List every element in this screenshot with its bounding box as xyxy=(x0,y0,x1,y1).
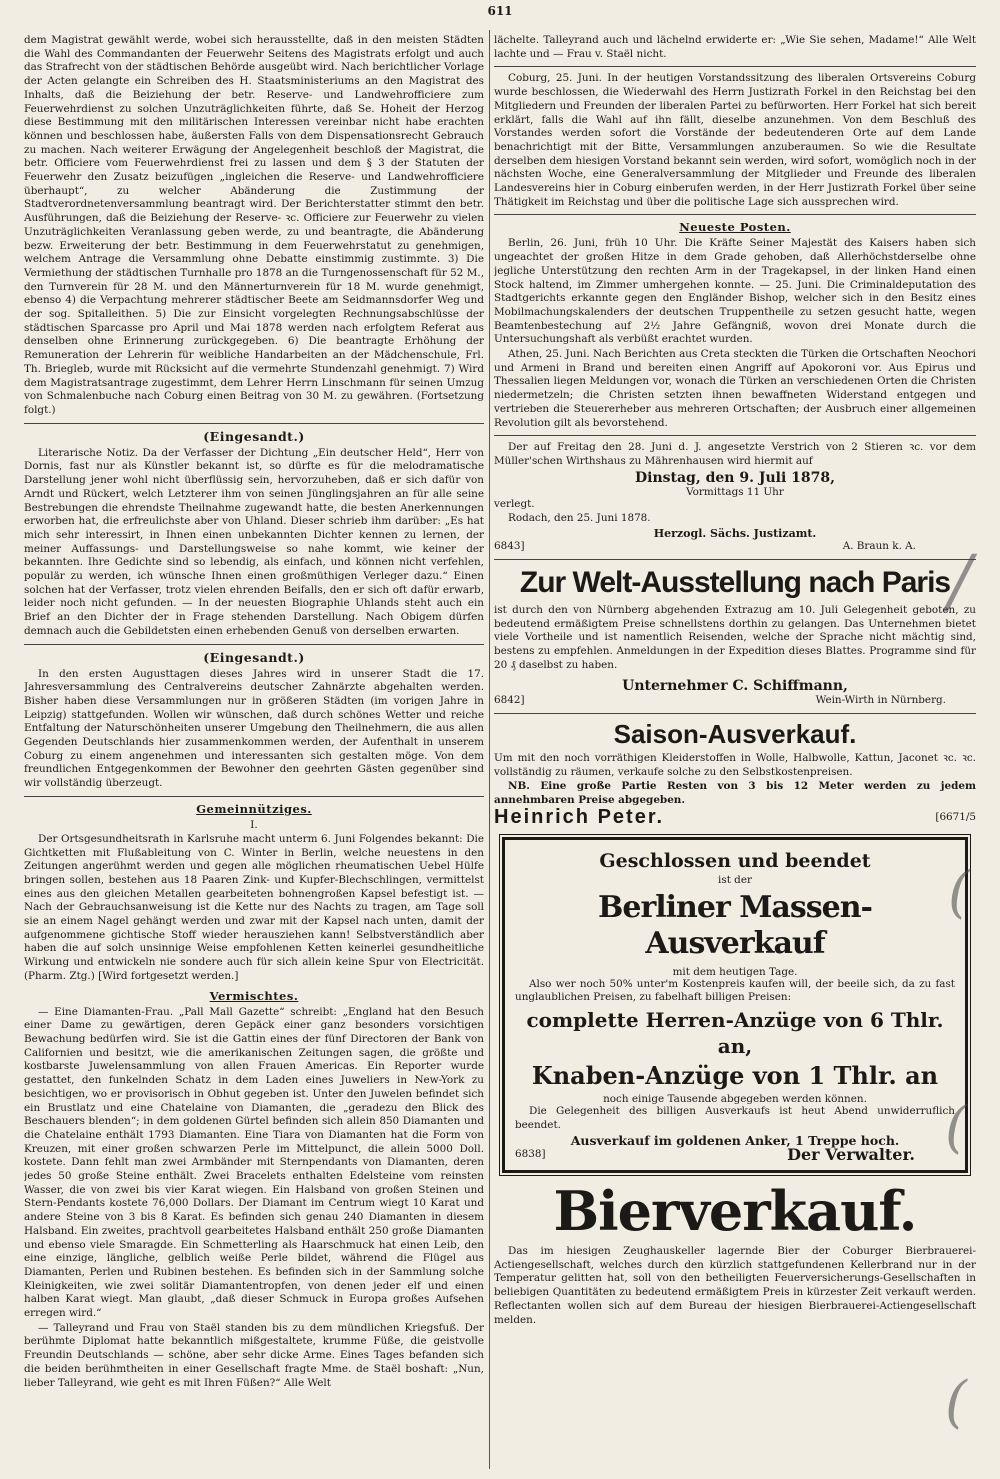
paris-ad-text: ist durch den von Nürnberg abgehenden Extrazug am 10. Juli Gelegenheit geboten, zu bedeutend ermäßigtem Preise schnellstens dorthin zu gelangen. Das Unternehmen bietet viele Vortheile und ist namentlich Reisenden, welche der Sprache nicht mächtig sind, bestens zu empfehlen. Anmeldungen in der Expedition dieses Blattes. Programme sind für 20 ₰ daselbst zu haben. xyxy=(494,603,976,671)
left-column xyxy=(24,34,484,1391)
closing-text: Also wer noch 50% unter'm Kostenpreis kaufen will, der beeile sich, da zu fast unglaublichen Preisen, zu fabelhaft billigen Preisen: xyxy=(515,977,955,1004)
closing-title: Geschlossen und beendet xyxy=(599,849,871,872)
paris-ad-signature: Unternehmer C. Schiffmann, xyxy=(622,678,848,695)
closing-knaben: Knaben-Anzüge von 1 Thlr. an xyxy=(531,1060,939,1090)
paris-ad-subtitle: Wein-Wirth in Nürnberg. xyxy=(815,694,946,707)
eingesandt-heading: (Eingesandt.) xyxy=(203,428,305,444)
auction-authority: Herzogl. Sächs. Justizamt. xyxy=(653,527,817,541)
divider xyxy=(494,66,976,67)
neueste-posten-heading: Neueste Posten. xyxy=(679,220,791,235)
dentist-notice-text: In den ersten Augusttagen dieses Jahres wird in unserer Stadt die 17. Jahresversammlung des Centralvereins deutscher Zahnärzte abgehalten werden. Bisher haben diese Versammlungen nur in größeren Städten (im vorigen Jahre in Leipzig) stattgefunden. Wollen wir wünschen, daß durch schönes Wetter und reiche Entfaltung der Naturschönheiten unserer Umgebung den Theilnehmern, die aus allen Gegenden Deutschlands hier zusammenkommen werden, der Aufenthalt in unserem Coburg zu einem angenehmen und interessanten sich gestalten möge. Von dem freundlichen Entgegenkommen der Bewohner den geehrten Gästen gegenüber sind wir vollständig überzeugt. xyxy=(24,667,484,790)
closing-with: mit dem heutigen Tage. xyxy=(672,965,798,978)
divider xyxy=(494,435,976,436)
talleyrand-article-text: — Talleyrand und Frau von Staël standen bis zu dem mündlichen Kriegsfuß. Der berühmte Diplomat hatte bekanntlich mißgestaltete, krumme Füße, die geistvolle Freundin Deutschlands — schöne, aber sehr dicke Arme. Eines Tages befanden sich die beiden berühmtheiten in einer Gesellschaft fragte Mme. de Staël boshaft: „Nun, lieber Talleyrand, wie geht es mit Ihren Füßen?“ Alle Welt xyxy=(24,1321,484,1389)
ad-number: 6838] xyxy=(515,1148,546,1161)
athens-news-text: Athen, 25. Juni. Nach Berichten aus Creta steckten die Türken die Ortschaften Neochori und Armeni in Brand und bereiten einen Angriff auf Apokoroni vor. Aus Epirus und Thessalien liegen Meldungen vor, wonach die Türken an verschiedenen Orten die Christen niedermetzeln; die Christen setzten ihnen bewaffneten Widerstand entgegen und vertrieben die Steuererheber aus mehreren Ortschaften; der Ausbruch einer allgemeinen Revolution gilt als bevorstehend. xyxy=(494,348,976,429)
auction-notice-ad xyxy=(494,441,976,554)
saison-ausverkauf-ad xyxy=(494,719,976,827)
ad-number: 6843] xyxy=(494,540,525,553)
bier-ad-text: Das im hiesigen Zeughauskeller lagernde Bier der Coburger Bierbrauerei-Actiengesellschaft, welches durch den kürzlich stattgefundenen Kellerbrand nur in der Temperatur gelitten hat, soll von den betheiligten Feuerversicherungs-Gesellschaften in beliebigen Quantitäten zu bedeutend ermäßigtem Preis in kürzester Zeit verkauft werden. Reflectanten wollen sich auf dem Bureau der hiesigen Bierbrauerei-Actiengesellschaft melden. xyxy=(494,1245,976,1326)
paris-trip-ad xyxy=(494,566,976,708)
closing-location: Ausverkauf im goldenen Anker, 1 Treppe hoch. xyxy=(570,1133,900,1149)
eingesandt-heading: (Eingesandt.) xyxy=(203,649,305,665)
literary-notice-text: Literarische Notiz. Da der Verfasser der Dichtung „Ein deutscher Held“, Herr von Dornis, fast nur als Künstler bekannt ist, so dürfte es für die melodramatische Darstellung jener wohl nicht überflüssig sein, hervorzuheben, daß er sich dafür von Arndt und Rückert, welch Letzterer ihm von seinen Jünglingsjahren an für alle seine Bestrebungen die ehrendste Theilnahme zugewandt hatte, die besten Anerkennungen erworben hat, die erfreulichste aber von Uhland. Dieser schrieb ihm darüber: „Es hat mich sehr interessirt, in Ihnen einen unbekannten Dichter kennen zu lernen, der meiner Auffassungs- und Darstellungsweise so nahe kommt, wie keiner der bekannten. Ihre Gedichte sind so lebendig, als einfach, und können nicht verfehlen, populär zu werden, ich wünsche Ihnen einen großmüthigen Verleger dazu.“ Einen solchen hat der Verfasser, trotz vielen ehrenden Beifalls, den er sich oft dafür erwarb, leider noch nicht gefunden. — In der neuesten Biographie Uhlands steht auch ein Brief an den Dichter der in Frage stehenden Darstellung. Nach Obigem dürfen demnach auch die Gebildetsten einen erhebenden Genuß von derselben erwarten. xyxy=(24,446,484,637)
talleyrand-continuation: lächelte. Talleyrand auch und lächelnd erwiderte er: „Wie Sie sehen, Madame!“ Alle Welt lachte und — Frau v. Staël nicht. xyxy=(494,34,976,60)
auction-date: Dinstag, den 9. Juli 1878, xyxy=(635,469,835,486)
divider xyxy=(24,423,484,424)
right-column xyxy=(494,34,976,1328)
divider xyxy=(494,214,976,215)
margin-handwriting-mark: ( xyxy=(945,1370,967,1435)
margin-handwriting-mark: ( xyxy=(945,1095,967,1160)
divider xyxy=(494,713,976,714)
auction-place: Rodach, den 25. Juni 1878. xyxy=(508,512,651,525)
saison-ad-title: Saison-Ausverkauf. xyxy=(613,719,857,750)
closing-signature: Der Verwalter. xyxy=(787,1145,915,1165)
section-number: I. xyxy=(250,818,258,831)
margin-handwriting-mark: / xyxy=(948,540,972,622)
ad-number: [6671/5 xyxy=(935,810,976,823)
gemeinnuetziges-heading: Gemeinnütziges. xyxy=(196,801,312,816)
paris-ad-title: Zur Welt-Ausstellung nach Paris xyxy=(519,565,951,599)
ad-number: 6842] xyxy=(494,694,525,707)
saison-ad-name: Heinrich Peter. xyxy=(494,805,665,828)
gemeinnuetziges-text: Der Ortsgesundheitsrath in Karlsruhe macht unterm 6. Juni Folgendes bekannt: Die Gichtketten mit Flußableitung von C. Winter in Berlin, welche neuestens in den Zeitungen angerühmt werden und gegen alle möglichen rheumatischen Uebel Hülfe bringen sollen, bestehen aus 18 Paaren Zink- und Kupfer-Blechschlingen, vermittelst eines aus den gleichen Metallen gearbeiteten bohnengroßen Kapsel befestigt ist. — Nach der Gebrauchsanweisung ist die Kette nur des Nachts zu tragen, am Tage soll sie an einem Nagel gehängt werden und zwar mit der Kapsel nach unten, damit der aufgenommene gichtische Stoff wieder herausziehen kann! Selbstverständlich aber haben die auf solch unsinnige Weise empfohlenen Ketten keinerlei gesundheitliche Wirkung und entwickeln nie sondere auch für sich allein keine Spur von Electricität. (Pharm. Ztg.) [Wird fortgesetzt werden.] xyxy=(24,832,484,982)
closing-more: noch einige Tausende abgegeben werden können. xyxy=(603,1092,867,1105)
diamond-article-text: — Eine Diamanten-Frau. „Pall Mall Gazette“ schreibt: „England hat den Besuch einer Dame zu gewärtigen, deren Gepäck einer ganz besonders vorsichtigen Bewachung bedürfen wird. Sie ist die Gattin eines der fünf Directoren der Bank von Californien und besitzt, wie die amerikanischen Zeitungen sagen, die größte und kostbarste Juwelensammlung von allen Frauen Americas. Ein Reporter wurde gestattet, den funkelnden Schatz in dem Laden eines Juweliers in New-York zu besichtigen, wo er provisorisch in Obhut gegeben ist. Unter den Juwelen befindet sich ein Brustlatz und eine Chatelaine von Diamanten, die „geradezu den Blick des Beschauers blenden“; in dem goldenen Gürtel befinden sich allein 850 Diamanten und die Chatelaine enthält 1793 Diamanten. Eine Tiara von Diamanten hat die Form von Kreuzen, mit einer großen schwarzen Perle im Mittelpunct, die allein 5000 Doll. kostete. Dann fehlt man zwei Armbänder mit Sternpendants von Diamanten, deren jedes 50 große Steine enthält. Zwei Bracelets enthalten Edelsteine vom reinsten Wasser, die von zwei bis vier Karat wiegen. Ein Halsband von großen Steinen und Stern-Pendants kostete 76,000 Dollars. Der Diamant im Centrum wiegt 10 Karat und andere Steine von 3 bis 8 Karat. Es befinden sich genau 240 Diamanten in diesem Halsband. Ein zweites, prachtvoll gearbeitetes Halsband enthält 250 große Diamanten und ebenso viele Smaragde. Ein Schmetterling als Haarschmuck hat einen Leib, den eine einzige, längliche, gelblich weiße Perle bildet, während die Flügel aus Diamanten, Perlen und Rubinen bestehen. Es befinden sich in der Sammlung solche Kleinigkeiten, wie zwei solitär Diamantentropfen, von denen jeder elf und einen halben Karat wiegt. Man glaubt, „daß dieser Schmuck in Europa großes Aufsehen erregen wird.“ xyxy=(24,1005,484,1320)
bierverkauf-ad xyxy=(494,1181,976,1327)
auction-time: Vormittags 11 Uhr xyxy=(686,485,784,498)
closing-main-title: Berliner Massen-Ausverkauf xyxy=(598,889,872,961)
saison-ad-text: Um mit den noch vorräthigen Kleiderstoffen in Wolle, Halbwolle, Kattun, Jaconet ꝛc. ꝛc. vollständig zu räumen, verkaufe solche zu den Selbstkostenpreisen. xyxy=(494,752,976,778)
council-report-text: dem Magistrat gewählt werde, wobei sich herausstellte, daß in den meisten Städten die Wahl des Commandanten der Feuerwehr Seitens des Magistrats erfolgt und auch das Strafrecht von der städtischen Behörde ausgeübt wird. Nach berichtlicher Vorlage der Acten gelangte ein Schreiben des H. Staatsministeriums an den Magistrat des Inhalts, daß die Beiziehung der betr. Reserve- und Landwehrofficiere zum Feuerwehrdienst zu solchen Unzuträglichkeiten führte, daß Se. Hoheit der Herzog diese Bestimmung mit den militärischen Interessen vereinbar nicht habe erachten können und beschlossen habe, äußersten Falls von dem Dispensationsrecht Gebrauch zu machen. Nach weiterer Erwägung der Angelegenheit beschloß der Magistrat, die betr. Officiere vom Feuerwehrdienst frei zu lassen und dem § 3 der Statuten der Feuerwehr den Zusatz beizufügen „ingleichen die Reserve- und Landwehrofficiere überhaupt“, zu welcher Abänderung die Zustimmung der Stadtverordnetenversammlung beantragt wird. Der Berichterstatter stimmt den betr. Ausführungen, daß die Beiziehung der Reserve- ꝛc. Officiere zur Feuerwehr zu vielen Unzuträglichkeiten Veranlassung geben werde, zu und beantragte, die Abänderung bezw. Erweiterung der betr. Bestimmung in dem Feuerwehrstatut zu genehmigen, welchem Antrage die Versammlung ohne Debatte einstimmig zustimmte. 3) Die Vermiethung der städtischen Turnhalle pro 1878 an die Turngenossenschaft für 52 M., den Turnverein für 28 M. und den Männerturnverein für 18 M. wurde genehmigt, ebenso 4) die Verpachtung mehrerer städtischer Beete am Seidmannsdorfer Weg und der sog. Spitalleithen. 5) Die zur Einsicht vorgelegten Rechnungsabschlüsse der städtischen Sparcasse pro April und Mai 1878 werden nach erfolgtem Referat aus denselben ohne Erinnerung zurückgegeben. 6) Die beantragte Erhöhung der Remuneration der Lehrerin für weibliche Handarbeiten an der Mädchenschule, Frl. Th. Briegleb, wurde mit Rücksicht auf die vermehrte Stundenzahl genehmigt. 7) Wird dem Magistratsantrage zugestimmt, dem Lehrer Herrn Linschmann für seinen Umzug von Schmalenbuche nach Coburg einen Beitrag von 30 M. zu gewähren. (Fortsetzung folgt.) xyxy=(24,34,484,416)
divider xyxy=(24,644,484,645)
margin-handwriting-mark: ( xyxy=(948,860,970,925)
closing-herren: complette Herren-Anzüge von 6 Thlr. an, xyxy=(526,1007,944,1058)
saison-ad-nb: NB. Eine große Partie Resten von 3 bis 12 Meter werden zu jedem annehmbaren Preise abgegeben. xyxy=(494,780,976,807)
auction-text: Der auf Freitag den 28. Juni d. J. angesetzte Verstrich von 2 Stieren ꝛc. vor dem Müller'schen Wirthshaus zu Mährenhausen wird hiermit auf xyxy=(494,441,976,467)
berlin-news-text: Berlin, 26. Juni, früh 10 Uhr. Die Kräfte Seiner Majestät des Kaisers haben sich ungeachtet der großen Hitze in dem Grade gehoben, daß Allerhöchstderselbe ohne jegliche Unterstützung den rechten Arm in der Tragekapsel, in der linken Hand einen Stock haltend, im Zimmer umhergehen konnte. — 25. Juni. Die Criminaldeputation des Stadtgerichts erkannte gegen den Engländer Bishop, welcher sich in den Besitz eines Mobilmachungskalenders der deutschen Truppentheile zu setzen gesucht hatte, wegen Beamtenbestechung auf 2½ Jahre Gefängniß, wovon drei Monate durch die Untersuchungshaft als verbüßt erachtet wurden. xyxy=(494,237,976,346)
closing-last: Die Gelegenheit des billigen Ausverkaufs ist heut Abend unwiderruflich beendet. xyxy=(515,1104,955,1131)
coburg-report-text: Coburg, 25. Juni. In der heutigen Vorstandssitzung des liberalen Ortsvereins Coburg wurde beschlossen, die Wiederwahl des Herrn Justizrath Forkel in den Reichstag bei den Mitgliedern und Freunden der liberalen Partei zu befürworten. Herr Forkel hat sich bereit erklärt, falls die Wahl auf ihn fällt, dieselbe anzunehmen. Von dem Beschluß des Vorstandes werden sofort die Vorstände der bedeutenderen Orte auf dem Lande benachrichtigt mit der Bitte, Versammlungen anzuberaumen. So wie die Resultate derselben dem hiesigen Vorstand bekannt sein werden, wird sofort, womöglich noch in der nächsten Woche, eine Generalversammlung der Mitglieder und Freunde des liberalen Landesvereins hier in Coburg einberufen werden, in der Herr Justizrath Forkel über seine Thätigkeit im Reichstag und über die politische Lage sich aussprechen wird. xyxy=(494,72,976,208)
divider xyxy=(24,796,484,797)
column-divider xyxy=(489,30,490,1469)
bier-ad-title: Bierverkauf. xyxy=(553,1179,917,1244)
page-number: 611 xyxy=(487,4,513,18)
closing-ist-der: ist der xyxy=(718,873,752,886)
auction-verlegt: verlegt. xyxy=(494,497,535,510)
massenausverkauf-ad xyxy=(502,837,968,1174)
divider xyxy=(494,559,976,560)
auction-signature: A. Braun k. A. xyxy=(842,540,916,553)
vermischtes-heading: Vermischtes. xyxy=(209,988,299,1003)
